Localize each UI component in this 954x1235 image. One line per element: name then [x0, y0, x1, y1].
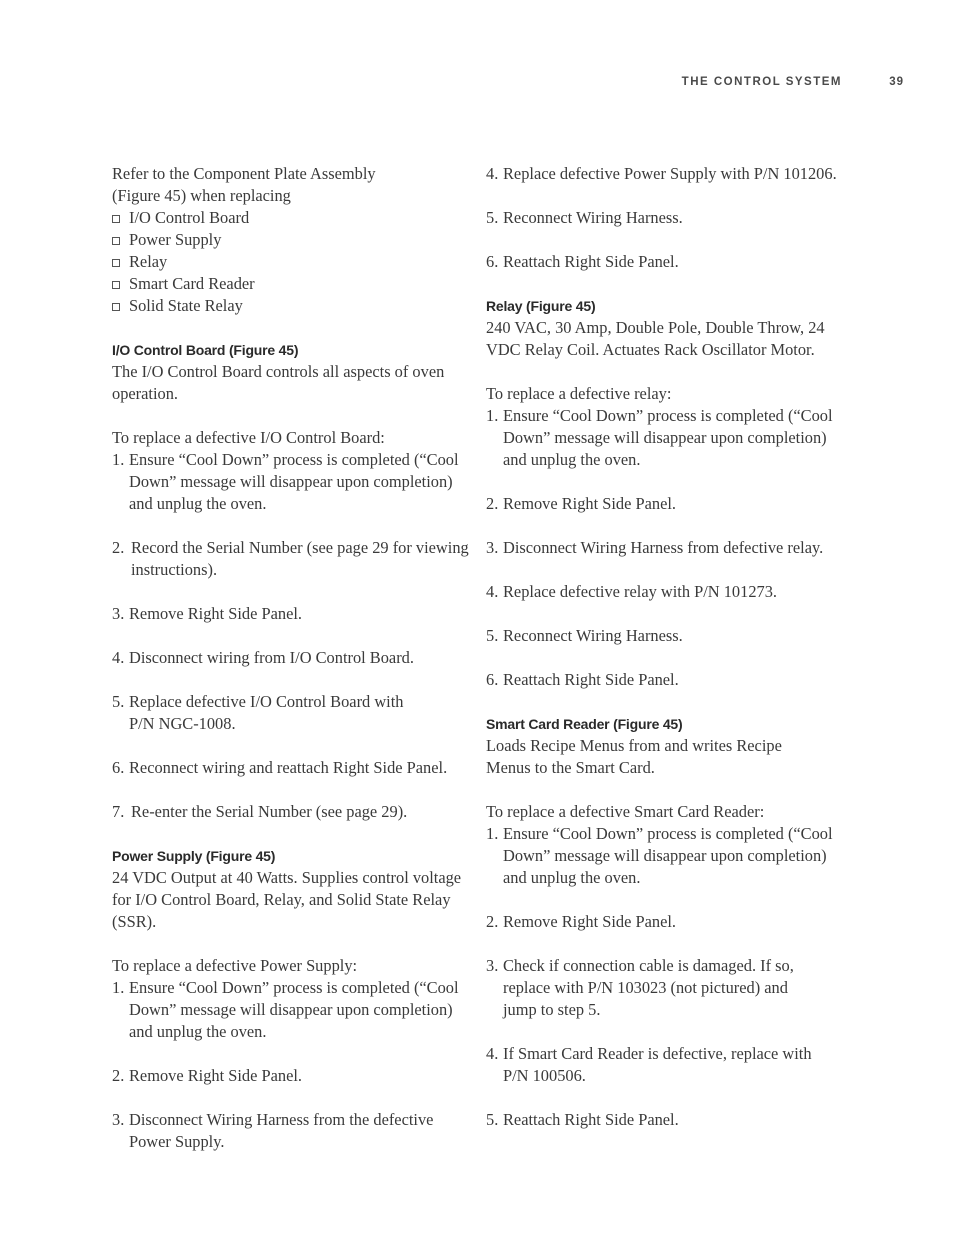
checkbox-square-icon: [112, 251, 129, 273]
scr-step: 4. If Smart Card Reader is defective, replace with P/N 100506.: [486, 1044, 812, 1085]
ps-step: 2. Remove Right Side Panel.: [112, 1066, 302, 1085]
list-item: Power Supply: [112, 229, 472, 251]
section-title: THE CONTROL SYSTEM: [681, 76, 842, 88]
relay-description: 240 VAC, 30 Amp, Double Pole, Double Throw, 24 VDC Relay Coil. Actuates Rack Oscillator Motor.: [486, 318, 825, 359]
smart-card-reader-description: Loads Recipe Menus from and writes Recipe Menus to the Smart Card.: [486, 736, 782, 777]
left-column: [112, 163, 472, 1153]
smart-card-reader-lead: To replace a defective Smart Card Reader:: [486, 802, 765, 821]
page-number: 39: [889, 76, 904, 88]
relay-step: 2. Remove Right Side Panel.: [486, 494, 676, 513]
io-board-lead: To replace a defective I/O Control Board:: [112, 428, 385, 447]
ps-step: 6. Reattach Right Side Panel.: [486, 252, 679, 271]
io-step: 4. Disconnect wiring from I/O Control Board.: [112, 648, 414, 667]
ps-step: 4. Replace defective Power Supply with P/N 101206.: [486, 164, 837, 183]
io-step: 7. Re-enter the Serial Number (see page 29).: [112, 802, 408, 821]
io-step: 2. Record the Serial Number (see page 29 for viewing instructions).: [112, 538, 469, 579]
io-step: 1. Ensure “Cool Down” process is completed (“Cool Down” message will disappear upon completion) and unplug the oven.: [112, 450, 459, 513]
relay-step: 5. Reconnect Wiring Harness.: [486, 626, 683, 645]
relay-heading: Relay (Figure 45): [486, 298, 596, 314]
io-board-description: The I/O Control Board controls all aspects of oven operation.: [112, 362, 445, 403]
checkbox-square-icon: [112, 273, 129, 295]
io-step: 3. Remove Right Side Panel.: [112, 604, 302, 623]
smart-card-reader-heading: Smart Card Reader (Figure 45): [486, 716, 683, 732]
scr-step: 1. Ensure “Cool Down” process is completed (“Cool Down” message will disappear upon completion) and unplug the oven.: [486, 824, 833, 887]
right-column: [486, 163, 848, 1131]
ps-step: 1. Ensure “Cool Down” process is completed (“Cool Down” message will disappear upon completion) and unplug the oven.: [112, 978, 459, 1041]
power-supply-heading: Power Supply (Figure 45): [112, 848, 276, 864]
list-item: Smart Card Reader: [112, 273, 472, 295]
scr-step: 5. Reattach Right Side Panel.: [486, 1110, 679, 1129]
list-item: Solid State Relay: [112, 295, 472, 317]
power-supply-lead: To replace a defective Power Supply:: [112, 956, 358, 975]
intro-text: Refer to the Component Plate Assembly (Figure 45) when replacing: [112, 164, 376, 205]
ps-step: 3. Disconnect Wiring Harness from the defective Power Supply.: [112, 1110, 434, 1151]
relay-step: 6. Reattach Right Side Panel.: [486, 670, 679, 689]
checkbox-square-icon: [112, 295, 129, 317]
ps-step: 5. Reconnect Wiring Harness.: [486, 208, 683, 227]
list-item: I/O Control Board: [112, 207, 472, 229]
component-list: [112, 207, 472, 317]
checkbox-square-icon: [112, 207, 129, 229]
scr-step: 2. Remove Right Side Panel.: [486, 912, 676, 931]
io-step: 5. Replace defective I/O Control Board with P/N NGC-1008.: [112, 692, 404, 733]
relay-step: 1. Ensure “Cool Down” process is completed (“Cool Down” message will disappear upon completion) and unplug the oven.: [486, 406, 833, 469]
power-supply-description: 24 VDC Output at 40 Watts. Supplies control voltage for I/O Control Board, Relay, and Solid State Relay (SSR).: [112, 868, 462, 931]
relay-step: 4. Replace defective relay with P/N 101273.: [486, 582, 777, 601]
relay-lead: To replace a defective relay:: [486, 384, 672, 403]
io-step: 6. Reconnect wiring and reattach Right Side Panel.: [112, 758, 448, 777]
relay-step: 3. Disconnect Wiring Harness from defective relay.: [486, 538, 824, 557]
list-item: Relay: [112, 251, 472, 273]
io-board-heading: I/O Control Board (Figure 45): [112, 342, 299, 358]
checkbox-square-icon: [112, 229, 129, 251]
page-header: [0, 76, 954, 92]
scr-step: 3. Check if connection cable is damaged. If so, replace with P/N 103023 (not pictured) and jump to step 5.: [486, 956, 794, 1019]
